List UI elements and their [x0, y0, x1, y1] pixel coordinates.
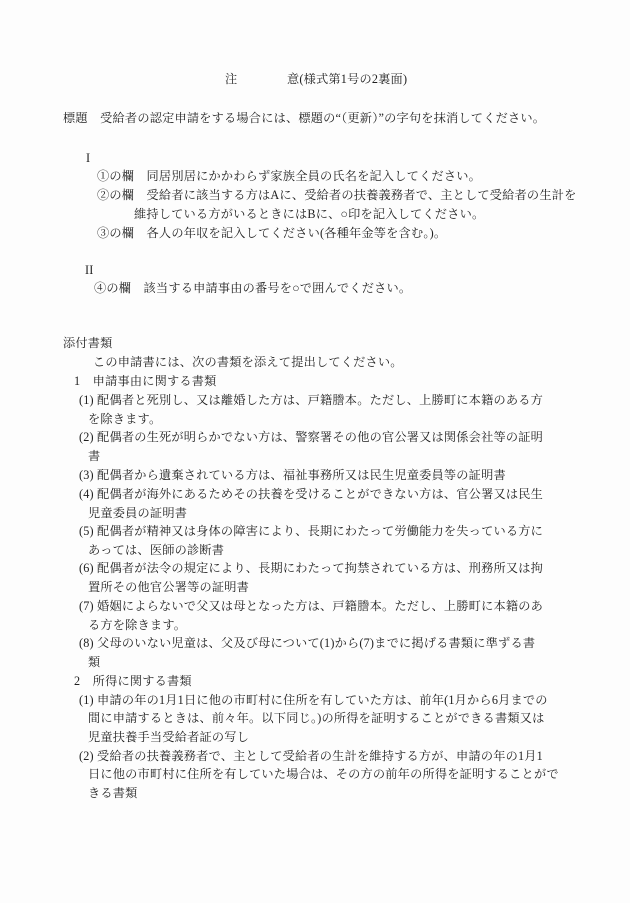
attach-1-item-8: (8) 父母のいない児童は、父及び母について(1)から(7)までに掲げる書類に準ずる書 — [79, 636, 536, 650]
field-1-note: ①の欄 同居別居にかかわらず家族全員の氏名を記入してください。 — [97, 169, 482, 183]
attachments-heading: 添付書類 — [63, 336, 113, 350]
hyodai-note: 標題 受給者の認定申請をする場合には、標題の“（更新）”の字句を抹消してください。 — [63, 111, 546, 125]
attach-1-item-6-cont: 置所その他官公署等の証明書 — [88, 580, 250, 594]
attach-1-item-3: (3) 配偶者から遺棄されている方は、福祉事務所又は民生児童委員等の証明書 — [79, 468, 506, 482]
attachments-intro: この申請書には、次の書類を添えて提出してください。 — [93, 355, 403, 369]
attach-1-item-7: (7) 婚姻によらないで父又は母となった方は、戸籍謄本。ただし、上勝町に本籍のあ — [79, 599, 544, 613]
attach-2-item-2-cont1: 日に他の市町村に住所を有していた場合は、その方の前年の所得を証明することがで — [88, 767, 559, 781]
field-2-note-cont: 維持している方がいるときにはBに、○印を記入してください。 — [134, 207, 485, 221]
attach-1-item-6: (6) 配偶者が法令の規定により、長期にわたって拘禁されている方は、刑務所又は拘 — [79, 561, 544, 575]
attach-1-item-5: (5) 配偶者が精神又は身体の障害により、長期にわたって労働能力を失っている方に — [79, 524, 544, 538]
field-2-note: ②の欄 受給者に該当する方はAに、受給者の扶養義務者で、主として受給者の生計を — [97, 188, 577, 202]
attach-list-2-heading: 2 所得に関する書類 — [74, 674, 192, 688]
attach-1-item-1-cont: を除きます。 — [88, 412, 162, 426]
attach-1-item-7-cont: る方を除きます。 — [88, 618, 187, 632]
attach-1-item-1: (1) 配偶者と死別し、又は離婚した方は、戸籍謄本。ただし、上勝町に本籍のある方 — [79, 393, 544, 407]
attach-2-item-1-cont2: 児童扶養手当受給者証の写し — [88, 730, 250, 744]
attach-2-item-1: (1) 申請の年の1月1日に他の市町村に住所を有していた方は、前年(1月から6月までの — [79, 693, 548, 707]
attach-1-item-2: (2) 配偶者の生死が明らかでない方は、警察署その他の官公署又は関係会社等の証明 — [79, 430, 544, 444]
attach-1-item-5-cont: あっては、医師の診断書 — [88, 543, 225, 557]
section-1-roman: I — [86, 151, 91, 165]
attach-1-item-4-cont: 児童委員の証明書 — [88, 506, 188, 520]
page-title-right: 意(様式第1号の2裏面) — [287, 72, 408, 86]
attach-2-item-1-cont1: 間に申請するときは、前々年。以下同じ。)の所得を証明することができる書類又は — [88, 711, 545, 725]
attach-2-item-2: (2) 受給者の扶養義務者で、主として受給者の生計を維持する方が、申請の年の1月1 — [79, 749, 543, 763]
attach-list-1-heading: 1 申請事由に関する書類 — [74, 374, 217, 388]
attach-1-item-2-cont: 書 — [88, 449, 101, 463]
attach-2-item-2-cont2: きる書類 — [88, 786, 138, 800]
attach-1-item-8-cont: 類 — [88, 655, 101, 669]
section-2-roman: II — [85, 263, 94, 277]
attach-1-item-4: (4) 配偶者が海外にあるためその扶養を受けることができない方は、官公署又は民生 — [79, 487, 544, 501]
field-3-note: ③の欄 各人の年収を記入してください(各種年金等を含む。)。 — [97, 226, 447, 240]
page-title-left: 注 — [225, 72, 238, 86]
field-4-note: ④の欄 該当する申請事由の番号を○で囲んでください。 — [94, 281, 412, 295]
